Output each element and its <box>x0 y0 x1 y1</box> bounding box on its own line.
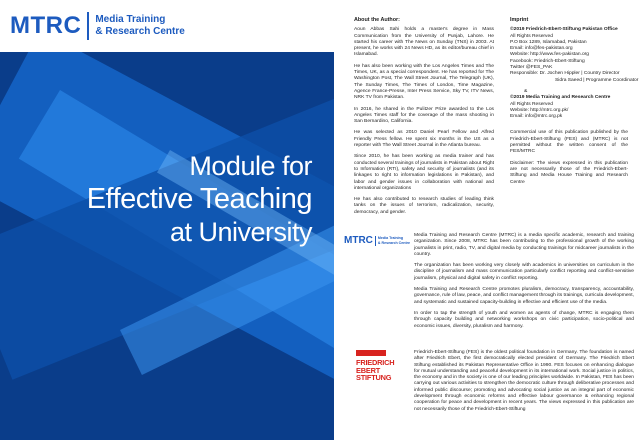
imprint-line: All Rights Reserved <box>510 101 553 107</box>
mtrc-logo-text <box>95 14 184 38</box>
mtrc-small-logo-text <box>378 236 410 244</box>
imprint-line: Website: http://www.fes-pakistan.org <box>510 52 590 58</box>
logo-line: & Research Centre <box>95 26 185 37</box>
imprint-amp: & <box>524 88 528 94</box>
imprint-heading: Imprint <box>510 17 529 23</box>
fes-description <box>414 350 634 418</box>
logo-line: Media Training <box>377 236 404 241</box>
about-author-section <box>354 17 494 221</box>
disclaimer: Disclaimer: The views expressed in this publication are not necessarily those of the Friedrich-Ebert-Stiftung and Media House Training and Research Centre <box>510 160 628 185</box>
author-paragraph: In 2016, he shared in the Pulitzer Prize awarded to the Los Angeles Times staff for the coverage of the mass shooting in San Bernardino, California. <box>354 106 494 125</box>
imprint-line: Twitter @FES_PAK <box>510 65 553 71</box>
cover-title-line: Module for <box>189 151 312 181</box>
mtrc-description <box>414 233 634 335</box>
mtrc-small-logo-mark: MTRC <box>344 235 373 246</box>
fes-logo <box>356 350 394 382</box>
logo-line: & Research Centre <box>377 240 411 245</box>
fes-logo-word: EBERT <box>356 365 381 375</box>
mtrc-paragraph: Media Training and Research Centre (MTRC) is a media specific academic, research and training organization. Since 2008, MTRC has been contributing to the professional growth of the working journalists in print, radio, TV, and digital media by conducting trainings for midcareer journalists in the country. <box>414 233 634 257</box>
mtrc-logo <box>10 9 185 43</box>
logo-line: Media Training <box>95 14 166 25</box>
fes-logo-word: STIFTUNG <box>356 373 392 383</box>
imprint-line: Email: info@mtrc.org.pk <box>510 114 563 120</box>
about-author-heading: About the Author: <box>354 17 400 23</box>
imprint-line: Website: http://mtrc.org.pk/ <box>510 107 569 113</box>
mtrc-paragraph: In order to tap the strength of youth and women as agents of change, MTRC is engaging them through capacity building and networking workshops on civic participation, socio-political and economic issues, diversity, pluralism and harmony. <box>414 310 634 329</box>
mtrc-small-logo <box>344 235 410 246</box>
imprint-line: Facebook: Friedrich-Ebert-Stiftung <box>510 58 585 64</box>
imprint-line: ©2019 Friedrich-Ebert-Stiftung Pakistan Office <box>510 27 618 33</box>
author-paragraph: Since 2010, he has been working as media trainer and has conducted several trainings of journalists in Pakistan about Right to Information (RTI), safety and security of journalists (and its linkages to right to information legislations in Pakistan), and labor and gender issues in collaboration with national and international organizations <box>354 154 495 191</box>
imprint-line: All Rights Reserved <box>510 33 553 39</box>
logo-divider <box>375 236 376 246</box>
fes-paragraph: Friedrich-Ebert-Stiftung (FES) is the oldest political foundation in Germany. The foundation is named after Friedrich Ebert, the first democratically elected president of Germany. The Friedrich Ebert Stiftung established its Pakistan Representative Office in 1990. FES focuses on enhancing dialogue for mutual understanding and peaceful development in its international work. Social justice in politics, the economy and in the society is one of our leading principles worldwide. In Pakistan, FES has been carrying out various activities to strengthen the democratic culture through deliberative processes and informed public discourse; promoting and advocating social justice as an integral part of economic development through economic reforms and effective labour governance & enhancing regional cooperation for peace and development in recent years. The views expressed in this publication are not necessarily those of the Friedrich-Ebert-Stiftung <box>414 350 634 412</box>
logo-divider <box>87 12 89 40</box>
cover-title-line: Effective Teaching <box>86 183 312 215</box>
author-paragraph: He was selected as 2010 Daniel Pearl Fellow and Alfred Friendly Press fellow. He spent six months in the US as a reporter with The Wall Street Journal in the Atlanta bureau. <box>354 130 494 149</box>
author-paragraph: He has also contributed to research studies of leading think tanks on the issues of terrorism, radicalization, security, democracy, and gender. <box>354 197 494 215</box>
imprint-line: Responsible: Dr. Jochen Hippler | Country Director <box>510 71 620 77</box>
author-paragraph: He has also been working with the Los Angeles Times and The Times, UK, as a special correspondent. He has reported for The Washington Post, The Wall Street Journal, The Telegraph (UK), The Sunday Times, The Times of London, Time Magazine, Agence France-Presse, Inter Press Service, Sky TV, ITV News, NRK TV from Pakistan. <box>354 63 494 101</box>
imprint-line: ©2019 Media Training and Research Centre <box>510 95 611 101</box>
cover-title <box>87 150 312 249</box>
author-paragraph: Aoun Abbas Sahi holds a master's degree in Mass Communication from the University of Punjab, Lahore. He started his career with The News on Sunday (TNS) in 2003. At present, he works with 24 News HD, as its editor/bureau chief in Islamabad. <box>354 27 494 58</box>
commercial-notice: Commercial use of this publication published by the Friedrich-Ebert-Stiftung (FES) and (MTRC) is not permitted without the written consent of the FES/MTRC <box>510 130 628 155</box>
back-page <box>334 0 640 440</box>
imprint-line: Sidra Saeed | Programme Coordinator <box>555 77 639 83</box>
mtrc-logo-mark: MTRC <box>10 12 82 39</box>
fes-logo-word: FRIEDRICH <box>356 358 395 367</box>
fes-logo-bar <box>356 350 386 356</box>
mtrc-paragraph: The organization has been working very closely with academics in universities on curriculum in the discipline of journalism and mass communication particularly conflict reporting and conflict-sensitive journalism, physical and digital safety in conflict reporting. <box>414 263 634 281</box>
imprint-section <box>510 17 639 191</box>
mtrc-paragraph: Media Training and Research Centre promotes pluralism, democracy, transparency, accountability, governance, rule of law, peace, and conflict management through its trainings, curricula development, and systematic and sustained capacity-building in effective and efficient use of the media. <box>414 287 634 305</box>
imprint-line: Email: info@fes-pakistan.org <box>510 46 573 52</box>
cover-title-line: at University <box>169 217 312 247</box>
imprint-line: P.O Box 1289, Islamabad, Pakistan <box>510 39 587 45</box>
